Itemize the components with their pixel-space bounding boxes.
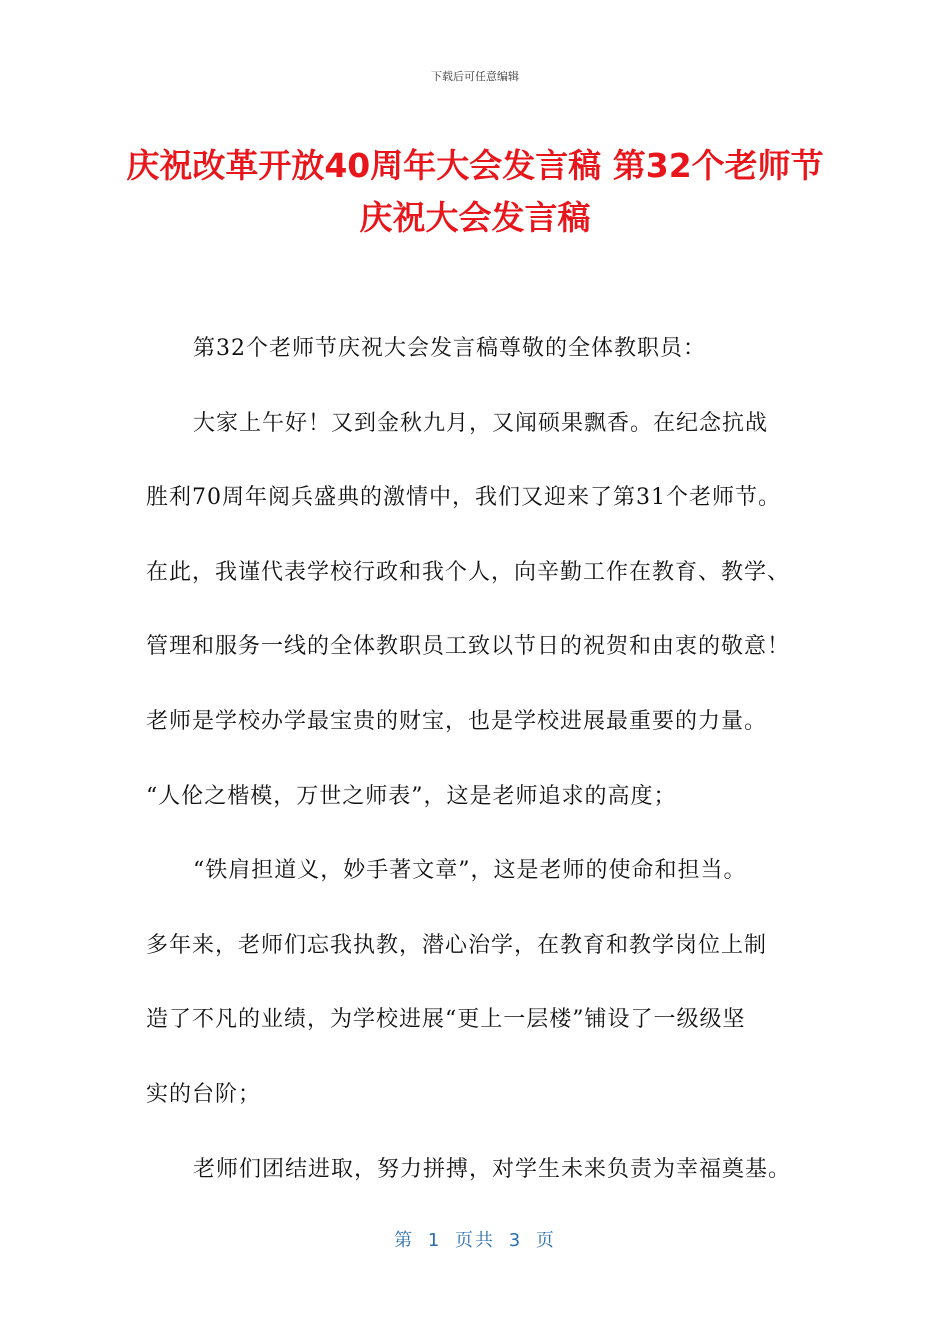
body-line: 造了不凡的业绩，为学校进展“更上一层楼”铺设了一级级坚 <box>146 1007 746 1033</box>
body-line: 大家上午好！又到金秋九月，又闻硕果飘香。在纪念抗战 <box>193 410 769 436</box>
body-line: 第32个老师节庆祝大会发言稿尊敬的全体教职员： <box>193 336 706 361</box>
body-line: 实的台阶； <box>146 1081 262 1107</box>
body-line: 在此，我谨代表学校行政和我个人，向辛勤工作在教育、教学、 <box>146 559 791 585</box>
body-line: 多年来，老师们忘我执教，潜心治学，在教育和教学岗位上制 <box>146 932 768 958</box>
page-footer: 第 1 页共 3 页 <box>394 1230 556 1251</box>
body-line: 管理和服务一线的全体教职员工致以节日的祝贺和由衷的敬意！ <box>146 634 791 660</box>
body-line: 老师是学校办学最宝贵的财宝，也是学校进展最重要的力量。 <box>146 708 768 734</box>
header-note: 下载后可任意编辑 <box>431 70 519 83</box>
body-line: “铁肩担道义，妙手著文章”，这是老师的使命和担当。 <box>193 858 747 884</box>
body-line: 老师们团结进取，努力拼搏，对学生未来负责为幸福奠基。 <box>193 1156 792 1182</box>
document-title: 庆祝改革开放40周年大会发言稿 第32个老师节庆祝大会发言稿 <box>126 146 824 237</box>
document-body <box>146 312 814 1207</box>
body-line: 胜利70周年阅兵盛典的激情中，我们又迎来了第31个老师节。 <box>146 485 781 511</box>
body-line: “人伦之楷模，万世之师表”，这是老师追求的高度； <box>146 783 677 809</box>
